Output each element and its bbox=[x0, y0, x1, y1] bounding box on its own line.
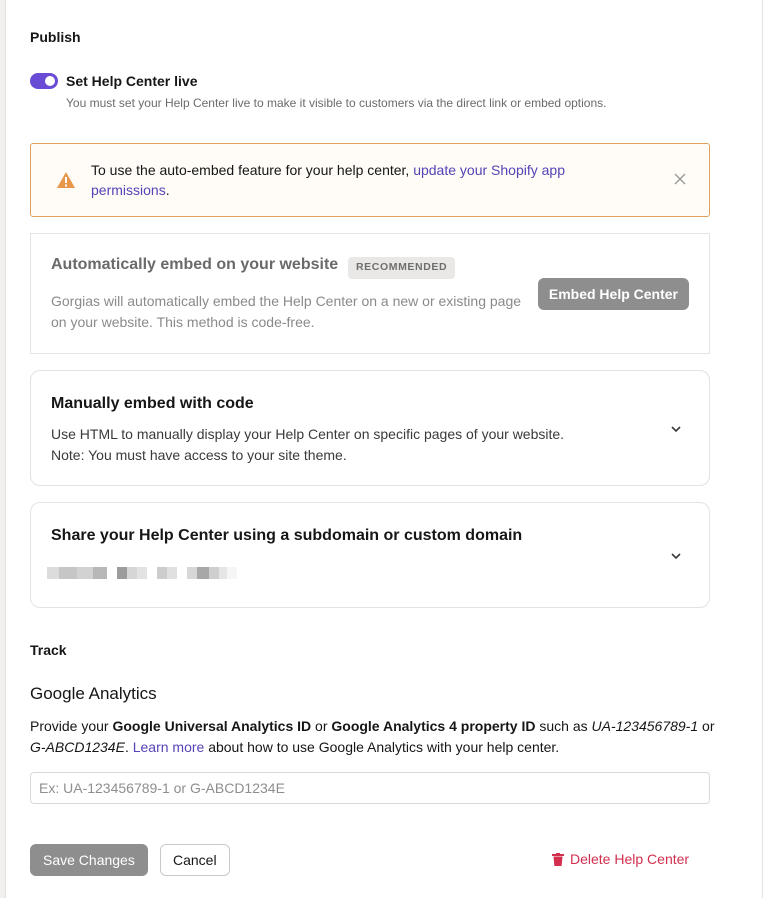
learn-more-link[interactable]: Learn more bbox=[132, 739, 205, 755]
shopify-permissions-link[interactable]: update your Shopify app permissions bbox=[91, 162, 565, 198]
left-panel-edge bbox=[0, 0, 6, 898]
manual-embed-description-line2: Note: You must have access to your site theme. bbox=[51, 447, 347, 463]
redacted-domain bbox=[47, 567, 237, 579]
google-analytics-title: Google Analytics bbox=[30, 684, 157, 703]
delete-help-center-button[interactable] bbox=[552, 851, 689, 867]
shopify-permissions-alert bbox=[30, 143, 710, 217]
chevron-down-icon[interactable] bbox=[669, 422, 683, 436]
manual-embed-title: Manually embed with code bbox=[51, 395, 254, 412]
publish-heading: Publish bbox=[30, 29, 81, 45]
warning-icon bbox=[56, 171, 76, 189]
google-analytics-description: Provide your Google Universal Analytics ID or Google Analytics 4 property ID such as UA-123456789-1 or G-ABCD1234E. Learn more about how to use Google Analytics with your help center. bbox=[30, 718, 715, 755]
manual-embed-description-line1: Use HTML to manually display your Help Center on specific pages of your website. bbox=[51, 426, 565, 442]
delete-help-center-label: Delete Help Center bbox=[570, 851, 690, 867]
alert-text: To use the auto-embed feature for your help center, update your Shopify app permissions. bbox=[91, 162, 565, 198]
share-domain-title: Share your Help Center using a subdomain or custom domain bbox=[51, 527, 523, 544]
toggle-label: Set Help Center live bbox=[66, 73, 198, 89]
embed-help-center-button[interactable]: Embed Help Center bbox=[538, 278, 689, 310]
auto-embed-card bbox=[30, 233, 710, 354]
cancel-button[interactable]: Cancel bbox=[160, 844, 230, 876]
save-changes-button[interactable]: Save Changes bbox=[30, 844, 148, 876]
track-heading: Track bbox=[30, 642, 67, 658]
toggle-help-text: You must set your Help Center live to make it visible to customers via the direct link or embed options. bbox=[66, 96, 607, 110]
auto-embed-description: Gorgias will automatically embed the Help Center on a new or existing page on your website. This method is code-free. bbox=[51, 293, 522, 330]
recommended-badge: RECOMMENDED bbox=[348, 257, 455, 279]
help-center-live-toggle[interactable] bbox=[30, 73, 58, 89]
google-analytics-id-input[interactable] bbox=[30, 772, 710, 804]
manual-embed-card[interactable] bbox=[30, 370, 710, 486]
share-domain-card[interactable] bbox=[30, 502, 710, 608]
right-scroll-edge bbox=[762, 0, 776, 898]
toggle-knob bbox=[45, 76, 55, 86]
chevron-down-icon[interactable] bbox=[669, 549, 683, 563]
auto-embed-title: Automatically embed on your website bbox=[51, 256, 339, 273]
trash-icon bbox=[552, 853, 564, 866]
close-icon[interactable] bbox=[673, 172, 687, 186]
